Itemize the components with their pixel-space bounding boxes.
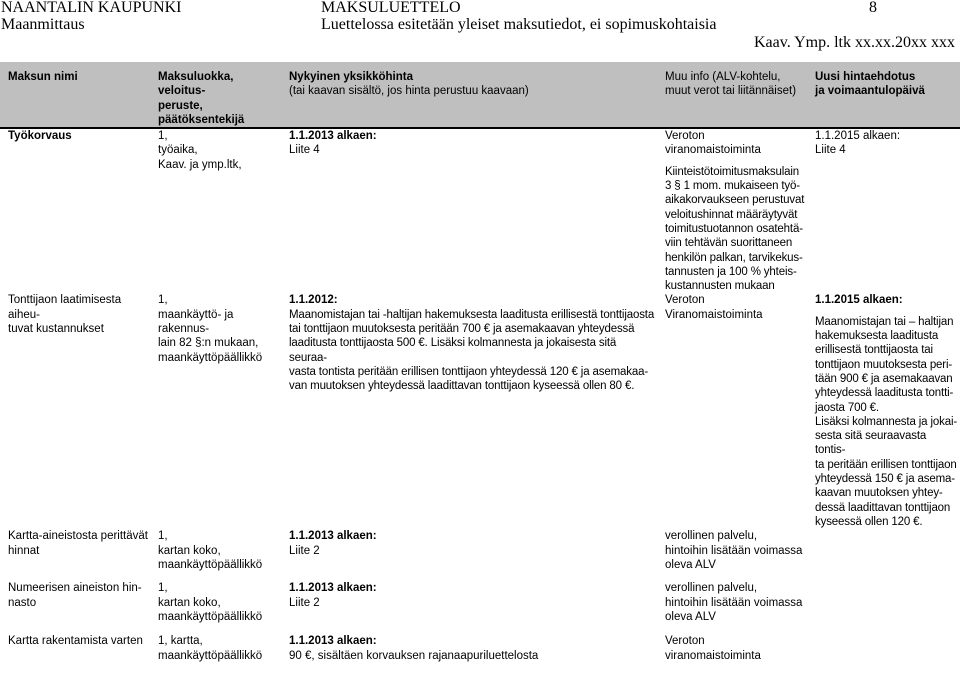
fee-class: 1, kartan koko, maankäyttöpäällikkö [158,530,263,571]
fee-name: Kartta-aineistosta perittävät hinnat [8,530,148,557]
column-header-new-price: Uusi hintaehdotus ja voimaantulopäivä [807,62,960,128]
fee-table [0,62,960,674]
other-info: Veroton viranomaistoiminta [665,635,761,662]
column-header-fee-class: Maksuluokka, veloitus- peruste, päätöksentekijä [150,62,281,128]
page-number: 8 [869,0,877,16]
approval-reference: Kaav. Ymp. ltk xx.xx.20xx xxx [753,34,955,51]
table-row [0,293,960,529]
table-header-row [0,62,960,128]
fee-class: 1, työaika, Kaav. ja ymp.ltk, [158,130,242,171]
fee-name: Numeerisen aineiston hin- nasto [8,582,142,609]
fee-name: Kartta rakentamista varten [8,635,143,648]
fee-name: Työkorvaus [8,130,72,143]
fee-class: 1, maankäyttö- ja rakennus- lain 82 §:n mukaan, maankäyttöpäällikkö [158,294,263,364]
current-price: 1.1.2013 alkaen: Liite 2 [289,530,377,557]
new-price [807,634,960,674]
table-row [0,529,960,581]
document-header [0,0,960,58]
fee-name: Tonttijaon laatimisesta aiheu- tuvat kustannukset [8,294,122,336]
current-price: 1.1.2013 alkaen: Liite 2 [289,582,377,609]
department-name: Maanmittaus [1,16,85,33]
other-info: verollinen palvelu, hintoihin lisätään voimassa oleva ALV [665,582,803,623]
new-price: 1.1.2015 alkaen: Liite 4 [815,130,901,157]
table-row [0,581,960,634]
fee-class: 1, kartta, maankäyttöpäällikkö [158,635,263,662]
table-row [0,128,960,293]
column-header-fee-name: Maksun nimi [0,62,150,128]
table-row [0,634,960,674]
organization-name: NAANTALIN KAUPUNKI [1,0,182,16]
other-info: verollinen palvelu, hintoihin lisätään voimassa oleva ALV [665,530,803,571]
other-info: Veroton viranomaistoiminta Kiinteistötoimitusmaksulain 3 § 1 mom. mukaiseen työ- aikakorvaukseen perustuvat veloitushinnat määräytyvät toimitustuotannon osatehtä- viin tehtävän suorittaneen henkilön palkan, tarvikekus- tannusten ja 100 % yhteis- kustannusten mukaan [665,130,805,293]
new-price [807,581,960,634]
current-price: 1.1.2013 alkaen: 90 €, sisältäen korvauksen rajanaapuriluettelosta [289,635,539,662]
other-info: Veroton Viranomaistoiminta [665,294,763,321]
document-title: MAKSULUETTELO [321,0,461,16]
fee-class: 1, kartan koko, maankäyttöpäällikkö [158,582,263,623]
current-price: 1.1.2013 alkaen: Liite 4 [289,130,377,157]
current-price: 1.1.2012: Maanomistajan tai -haltijan hakemuksesta laaditusta erillisestä tonttijaosta tai tonttijaon muutoksesta peritään 700 € ja asemakaavan yhteydessä laaditusta tonttijaosta 500 €. Lisäksi kolmannesta ja jokaisesta sitä seuraa- vasta tontista peritään erillisen tonttijaon yhteydessä 120 € ja asemakaa- van muutoksen yhteydessä laadittavan tonttijaon kyseessä ollen 80 €. [289,294,655,393]
document-subtitle: Luettelossa esitetään yleiset maksutiedot, ei sopimuskohtaisia [321,16,717,33]
column-header-current-price: Nykyinen yksikköhinta (tai kaavan sisältö, jos hinta perustuu kaavaan) [281,62,657,128]
new-price [807,529,960,581]
column-header-other-info: Muu info (ALV-kohtelu, muut verot tai liitännäiset) [657,62,807,128]
new-price: 1.1.2015 alkaen: Maanomistajan tai – haltijan hakemuksesta laaditusta erillisestä tonttijaosta tai tonttijaon muutoksesta peri- tään 900 € ja asemakaavan yhteydessä laaditusta tontti- jaosta 700 €. Lisäksi kolmannesta ja jokai- sesta sitä seuraavasta tontis- ta peritään erillisen tonttijaon yhteydessä 150 € ja asema- kaavan muutoksen yhtey- dessä laadittavan tonttijaon kyseessä ollen 120 €. [815,294,958,528]
